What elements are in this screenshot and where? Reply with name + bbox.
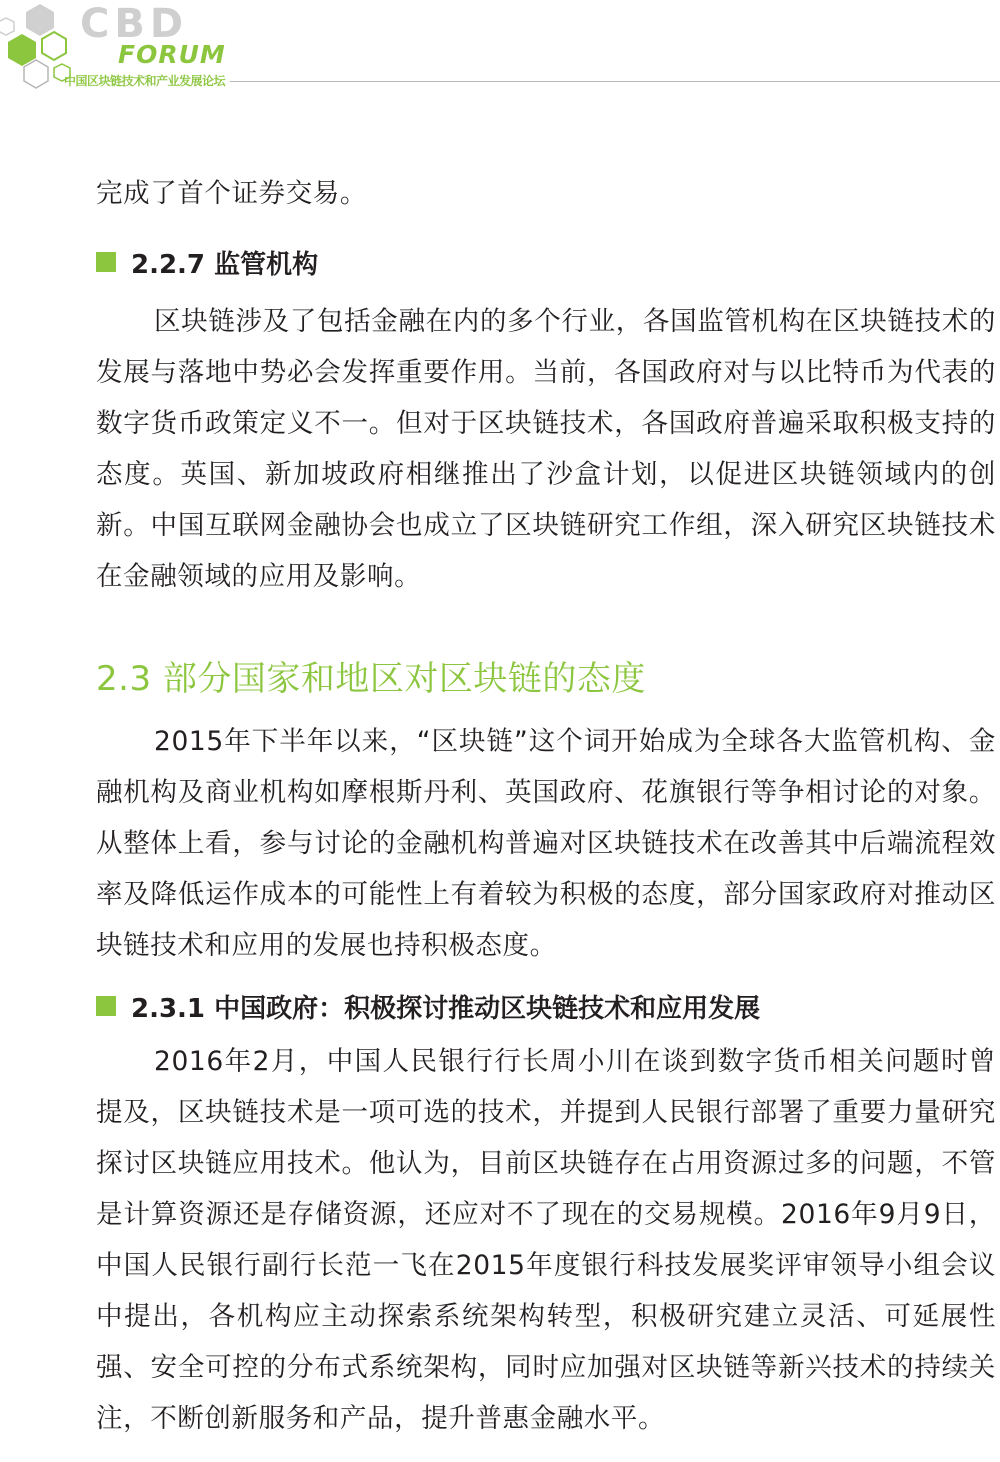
brand-cbd: CBD [80, 1, 189, 47]
paragraph-china-government: 2016年2月，中国人民银行行长周小川在谈到数字货币相关问题时曾提及，区块链技术是一项可选的技术，并提到人民银行部署了重要力量研究探讨区块链应用技术。他认为，目前区块链存在占用资源过多的问题，不管是计算资源还是存储资源，还应对不了现在的交易规模。2016年9月9日，中国人民银行副行长范一飞在2015年度银行科技发展奖评审领导小组会议中提出，各机构应主动探索系统架构转型，积极研究建立灵活、可延展性强、安全可控的分布式系统架构，同时应加强对区块链等新兴技术的持续关注，不断创新服务和产品，提升普惠金融水平。 [96, 1046, 996, 1434]
paragraph-regulators: 区块链涉及了包括金融在内的多个行业，各国监管机构在区块链技术的发展与落地中势必会发挥重要作用。当前，各国政府对与以比特币为代表的数字货币政策定义不一。但对于区块链技术，各国政府普遍采取积极支持的态度。英国、新加坡政府相继推出了沙盒计划，以促进区块链领域内的创新。中国互联网金融协会也成立了区块链研究工作组，深入研究区块链技术在金融领域的应用及影响。 [96, 306, 996, 592]
subheading-2-2-7 [96, 238, 996, 286]
brand-subtitle: 中国区块链技术和产业发展论坛 [64, 74, 226, 88]
header-divider [230, 81, 1000, 82]
bullet-square-icon [96, 996, 116, 1016]
document-body [96, 168, 996, 1444]
section-heading-2-3: 2.3 部分国家和地区对区块链的态度 [96, 659, 646, 699]
subheading-text: 2.3.1 中国政府：积极探讨推动区块链技术和应用发展 [131, 993, 761, 1024]
bullet-square-icon [96, 252, 116, 272]
brand-forum: FORUM [118, 40, 226, 69]
paragraph-attitude: 2015年下半年以来，“区块链”这个词开始成为全球各大监管机构、金融机构及商业机构如摩根斯丹利、英国政府、花旗银行等争相讨论的对象。从整体上看，参与讨论的金融机构普遍对区块链技术在改善其中后端流程效率及降低运作成本的可能性上有着较为积极的态度，部分国家政府对推动区块链技术和应用的发展也持积极态度。 [96, 726, 996, 961]
page-header [0, 0, 1000, 92]
subheading-text: 2.2.7 监管机构 [131, 249, 319, 280]
subheading-2-3-1 [96, 982, 996, 1030]
paragraph-continued: 完成了首个证券交易。 [96, 178, 367, 209]
